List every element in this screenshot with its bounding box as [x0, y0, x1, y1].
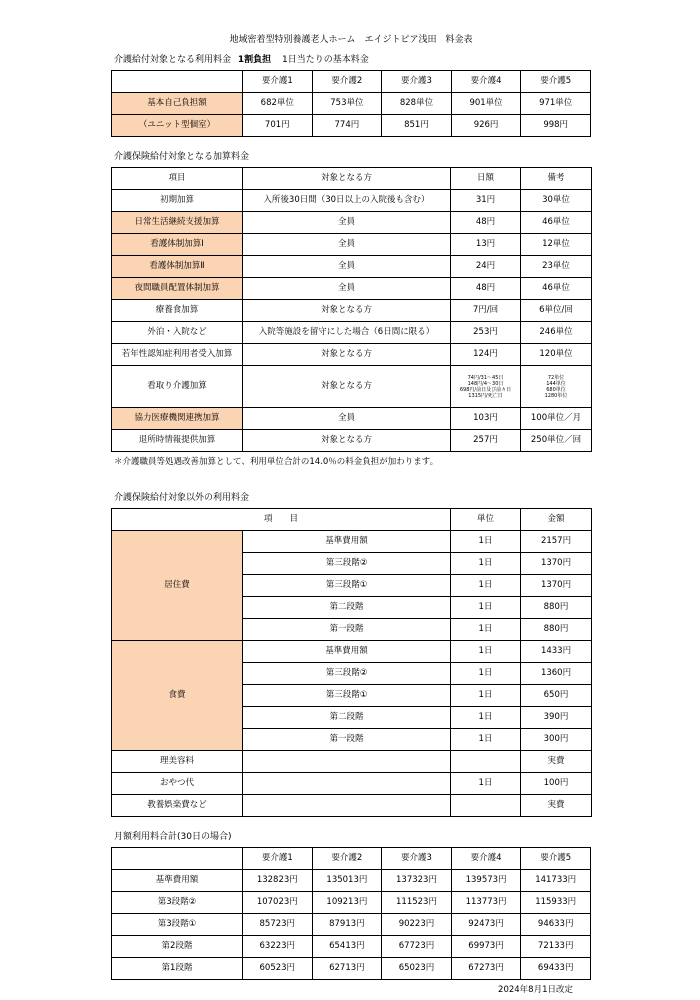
table-row — [112, 366, 592, 408]
misc-label: 教養娯楽費など — [112, 795, 243, 817]
misc-amount: 100円 — [521, 773, 592, 795]
addon-daily: 24円 — [451, 256, 521, 278]
addon-note: 23単位 — [521, 256, 592, 278]
mitori-note-line: 680単位 — [546, 386, 566, 393]
monthly-cell: 62713円 — [312, 958, 382, 980]
addon-note: 12単位 — [521, 234, 592, 256]
table-row — [112, 278, 592, 300]
header-item: 項 目 — [112, 509, 451, 531]
addon-item: 看護体制加算Ⅰ — [112, 234, 243, 256]
fee-sheet — [111, 30, 591, 1000]
basic-heading-note: 1日当たりの基本料金 — [282, 55, 369, 65]
misc-unit: 1日 — [451, 773, 521, 795]
mitori-daily-line: 1315円/死亡日 — [468, 392, 503, 399]
misc-label: おやつ代 — [112, 773, 243, 795]
monthly-cell: 135013円 — [312, 870, 382, 892]
addon-note: 46単位 — [521, 278, 592, 300]
housing-unit: 1日 — [451, 619, 521, 641]
misc-blank — [243, 795, 451, 817]
addon-target: 全員 — [243, 408, 451, 430]
addon-note: 6単位/回 — [521, 300, 592, 322]
header-note: 備考 — [521, 168, 592, 190]
addon-note — [521, 366, 592, 408]
monthly-cell: 137323円 — [382, 870, 452, 892]
cell: 926円 — [451, 115, 521, 137]
housing-sub: 第三段階① — [243, 575, 451, 597]
monthly-cell: 92473円 — [451, 914, 521, 936]
header-amount: 金額 — [521, 509, 592, 531]
cell: 998円 — [521, 115, 591, 137]
addon-target: 全員 — [243, 212, 451, 234]
other-fee-table — [111, 508, 592, 817]
housing-amount: 1370円 — [521, 575, 592, 597]
table-row — [112, 344, 592, 366]
misc-amount: 実費 — [521, 795, 592, 817]
addon-daily: 124円 — [451, 344, 521, 366]
footnote: ＊介護職員等処遇改善加算として、利用単位合計の14.0％の料金負担が加わります。 — [114, 457, 439, 467]
addon-note: 100単位／月 — [521, 408, 592, 430]
misc-amount: 実費 — [521, 751, 592, 773]
addon-fee-table — [111, 167, 592, 452]
housing-sub: 基準費用額 — [243, 531, 451, 553]
monthly-cell: 67723円 — [382, 936, 452, 958]
addon-item: 外泊・入院など — [112, 322, 243, 344]
food-sub: 基準費用額 — [243, 641, 451, 663]
addon-note: 30単位 — [521, 190, 592, 212]
table-row — [112, 408, 592, 430]
housing-amount: 1370円 — [521, 553, 592, 575]
cell: 851円 — [382, 115, 452, 137]
page-title: 地域密着型特別養護老人ホーム エイジトピア浅田 料金表 — [229, 35, 473, 45]
housing-amount: 880円 — [521, 597, 592, 619]
mitori-daily-line: 74円/31～45日 — [467, 374, 504, 381]
table-row — [112, 795, 592, 817]
addon-target: 対象となる方 — [243, 300, 451, 322]
basic-section-heading — [111, 50, 591, 70]
monthly-heading: 月額利用料合計(30日の場合) — [114, 832, 232, 842]
food-unit: 1日 — [451, 663, 521, 685]
monthly-cell: 69433円 — [521, 958, 591, 980]
addon-daily: 31円 — [451, 190, 521, 212]
housing-amount: 2157円 — [521, 531, 592, 553]
monthly-cell: 139573円 — [451, 870, 521, 892]
monthly-label: 基準費用額 — [112, 870, 243, 892]
monthly-cell: 132823円 — [243, 870, 313, 892]
cell: 753単位 — [312, 93, 382, 115]
misc-label: 理美容料 — [112, 751, 243, 773]
level-header: 要介護4 — [451, 848, 521, 870]
table-header-row — [112, 168, 592, 190]
addon-note: 250単位／回 — [521, 430, 592, 452]
table-header-row — [112, 71, 591, 93]
monthly-cell: 109213円 — [312, 892, 382, 914]
addon-target: 対象となる方 — [243, 430, 451, 452]
addon-daily: 257円 — [451, 430, 521, 452]
table-row — [112, 936, 591, 958]
addon-item: 退所時情報提供加算 — [112, 430, 243, 452]
addon-item: 初期加算 — [112, 190, 243, 212]
cell: 774円 — [312, 115, 382, 137]
monthly-label: 第3段階① — [112, 914, 243, 936]
header-daily: 日額 — [451, 168, 521, 190]
mitori-note-line: 144単位 — [546, 380, 566, 387]
table-header-row — [112, 509, 592, 531]
addon-daily: 7円/回 — [451, 300, 521, 322]
addon-daily: 48円 — [451, 212, 521, 234]
food-amount: 1360円 — [521, 663, 592, 685]
table-row — [112, 958, 591, 980]
cell: 971単位 — [521, 93, 591, 115]
addon-note: 246単位 — [521, 322, 592, 344]
addon-target: 全員 — [243, 234, 451, 256]
level-header: 要介護1 — [243, 71, 313, 93]
addon-item: 日常生活継続支援加算 — [112, 212, 243, 234]
housing-sub: 第二段階 — [243, 597, 451, 619]
housing-unit: 1日 — [451, 531, 521, 553]
level-header: 要介護1 — [243, 848, 313, 870]
addon-target: 入院等施設を留守にした場合（6日間に限る） — [243, 322, 451, 344]
monthly-cell: 67273円 — [451, 958, 521, 980]
monthly-cell: 65413円 — [312, 936, 382, 958]
monthly-cell: 63223円 — [243, 936, 313, 958]
addon-daily: 13円 — [451, 234, 521, 256]
housing-unit: 1日 — [451, 597, 521, 619]
food-group-label: 食費 — [112, 641, 243, 751]
table-row — [112, 914, 591, 936]
mitori-daily-line: 148円/4～30日 — [467, 380, 504, 387]
cell: 682単位 — [243, 93, 313, 115]
monthly-cell: 85723円 — [243, 914, 313, 936]
misc-unit — [451, 751, 521, 773]
table-row — [112, 115, 591, 137]
addon-item: 協力医療機関連携加算 — [112, 408, 243, 430]
food-amount: 300円 — [521, 729, 592, 751]
other-heading: 介護保険給付対象以外の利用料金 — [114, 493, 250, 503]
monthly-cell: 115933円 — [521, 892, 591, 914]
cell: 828単位 — [382, 93, 452, 115]
header-blank — [112, 848, 243, 870]
food-unit: 1日 — [451, 641, 521, 663]
addon-daily: 103円 — [451, 408, 521, 430]
table-row — [112, 892, 591, 914]
header-unit: 単位 — [451, 509, 521, 531]
table-row — [112, 190, 592, 212]
basic-heading-bold: 1割負担 — [237, 55, 272, 65]
level-header: 要介護3 — [382, 71, 452, 93]
addon-target: 全員 — [243, 256, 451, 278]
addon-item: 若年性認知症利用者受入加算 — [112, 344, 243, 366]
misc-unit — [451, 795, 521, 817]
addon-target: 対象となる方 — [243, 344, 451, 366]
level-header: 要介護5 — [521, 848, 591, 870]
addon-target: 入所後30日間（30日以上の入院後も含む） — [243, 190, 451, 212]
cell: 901単位 — [451, 93, 521, 115]
food-amount: 1433円 — [521, 641, 592, 663]
food-sub: 第三段階② — [243, 663, 451, 685]
table-row — [112, 641, 592, 663]
cell: 701円 — [243, 115, 313, 137]
housing-sub: 第一段階 — [243, 619, 451, 641]
food-unit: 1日 — [451, 685, 521, 707]
revision-date: 2024年8月1日改定 — [498, 985, 573, 995]
addon-item: 看護体制加算Ⅱ — [112, 256, 243, 278]
level-header: 要介護5 — [521, 71, 591, 93]
table-row — [112, 234, 592, 256]
level-header: 要介護3 — [382, 848, 452, 870]
level-header: 要介護2 — [312, 71, 382, 93]
food-amount: 390円 — [521, 707, 592, 729]
housing-amount: 880円 — [521, 619, 592, 641]
addon-item: 夜間職員配置体制加算 — [112, 278, 243, 300]
housing-group-label: 居住費 — [112, 531, 243, 641]
addon-daily — [451, 366, 521, 408]
food-unit: 1日 — [451, 729, 521, 751]
table-row — [112, 870, 591, 892]
monthly-cell: 94633円 — [521, 914, 591, 936]
basic-fee-table — [111, 70, 591, 137]
food-unit: 1日 — [451, 707, 521, 729]
table-row — [112, 300, 592, 322]
monthly-cell: 107023円 — [243, 892, 313, 914]
housing-sub: 第三段階② — [243, 553, 451, 575]
addon-item: 看取り介護加算 — [112, 366, 243, 408]
table-row — [112, 773, 592, 795]
level-header: 要介護4 — [451, 71, 521, 93]
monthly-total-table — [111, 847, 591, 980]
monthly-cell: 141733円 — [521, 870, 591, 892]
monthly-cell: 69973円 — [451, 936, 521, 958]
row-label: （ユニット型個室） — [112, 115, 243, 137]
food-sub: 第一段階 — [243, 729, 451, 751]
food-amount: 650円 — [521, 685, 592, 707]
header-item: 項目 — [112, 168, 243, 190]
monthly-label: 第1段階 — [112, 958, 243, 980]
mitori-note-line: 72単位 — [547, 374, 565, 381]
table-row — [112, 256, 592, 278]
housing-unit: 1日 — [451, 553, 521, 575]
monthly-cell: 111523円 — [382, 892, 452, 914]
table-row — [112, 212, 592, 234]
table-row — [112, 430, 592, 452]
addon-note: 46単位 — [521, 212, 592, 234]
addon-target: 全員 — [243, 278, 451, 300]
mitori-daily-line: 698円/前日及び前々日 — [459, 386, 512, 393]
monthly-cell: 60523円 — [243, 958, 313, 980]
misc-blank — [243, 773, 451, 795]
level-header: 要介護2 — [312, 848, 382, 870]
monthly-cell: 90223円 — [382, 914, 452, 936]
row-label: 基本自己負担額 — [112, 93, 243, 115]
misc-blank — [243, 751, 451, 773]
header-blank — [112, 71, 243, 93]
monthly-label: 第2段階 — [112, 936, 243, 958]
basic-heading: 介護給付対象となる利用料金 — [114, 55, 232, 65]
addon-daily: 48円 — [451, 278, 521, 300]
addon-target: 対象となる方 — [243, 366, 451, 408]
food-sub: 第二段階 — [243, 707, 451, 729]
monthly-label: 第3段階② — [112, 892, 243, 914]
table-header-row — [112, 848, 591, 870]
housing-unit: 1日 — [451, 575, 521, 597]
addon-daily: 253円 — [451, 322, 521, 344]
table-row — [112, 531, 592, 553]
monthly-cell: 72133円 — [521, 936, 591, 958]
table-row — [112, 322, 592, 344]
food-sub: 第三段階① — [243, 685, 451, 707]
table-row — [112, 751, 592, 773]
monthly-cell: 65023円 — [382, 958, 452, 980]
header-target: 対象となる方 — [243, 168, 451, 190]
monthly-cell: 87913円 — [312, 914, 382, 936]
mitori-note-line: 1280単位 — [544, 392, 568, 399]
addon-item: 療養食加算 — [112, 300, 243, 322]
addon-heading: 介護保険給付対象となる加算料金 — [114, 152, 250, 162]
monthly-cell: 113773円 — [451, 892, 521, 914]
table-row — [112, 93, 591, 115]
addon-note: 120単位 — [521, 344, 592, 366]
